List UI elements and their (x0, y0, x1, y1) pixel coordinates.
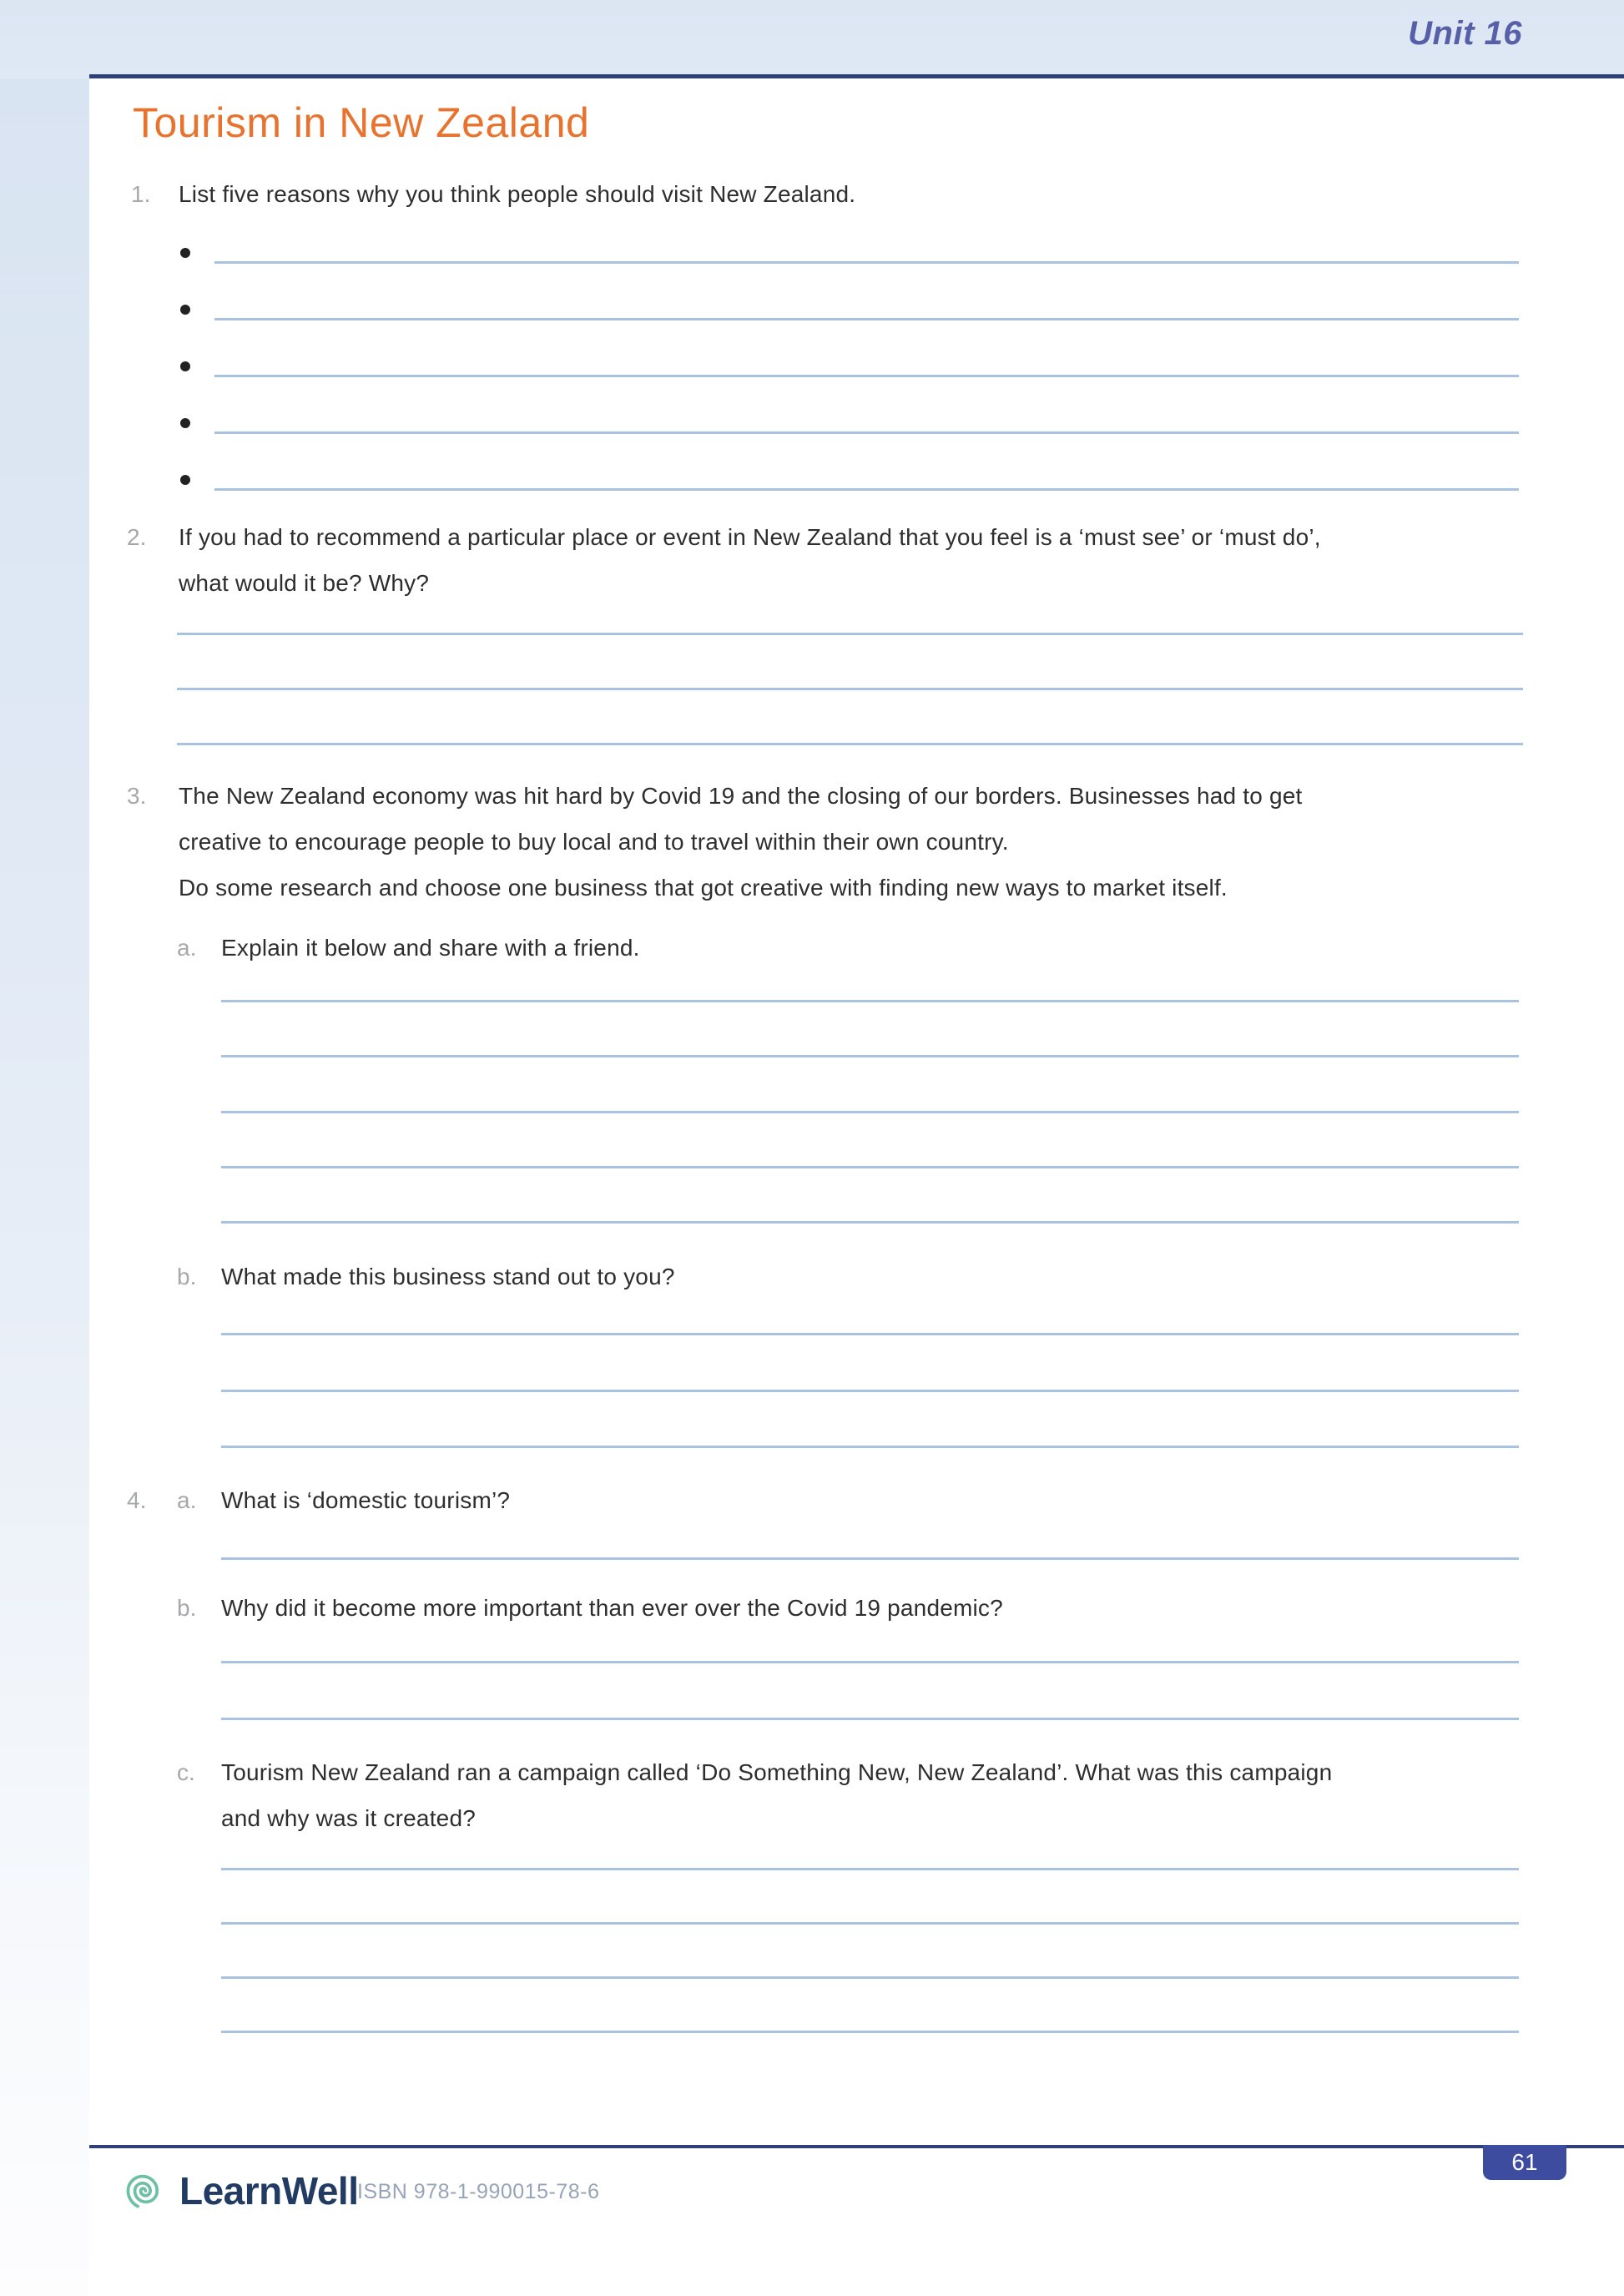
answer-line[interactable] (221, 1718, 1519, 1720)
question-4c-text-line2: and why was it created? (221, 1805, 476, 1831)
answer-line[interactable] (221, 1446, 1519, 1448)
question-3-text-line1: The New Zealand economy was hit hard by Covid 19 and the closing of our borders. Businesses had to get (179, 783, 1303, 809)
answer-line[interactable] (177, 743, 1523, 745)
answer-line[interactable] (221, 1111, 1519, 1113)
bullet-icon (180, 361, 190, 371)
content-area (89, 78, 1624, 2296)
question-1-text: List five reasons why you think people should visit New Zealand. (179, 181, 856, 207)
isbn-label: ISBN 978-1-990015-78-6 (357, 2180, 600, 2203)
answer-line[interactable] (221, 1868, 1519, 1870)
question-4c-text-line1: Tourism New Zealand ran a campaign called ‘Do Something New, New Zealand’. What was this campaign (221, 1759, 1333, 1785)
answer-line[interactable] (221, 1221, 1519, 1224)
question-1-number: 1. (131, 181, 151, 207)
answer-line[interactable] (214, 488, 1519, 491)
answer-line[interactable] (214, 375, 1519, 377)
spiral-logo-icon (119, 2167, 168, 2215)
brand-name: LearnWell (179, 2169, 359, 2213)
answer-line[interactable] (221, 1976, 1519, 1979)
page-number-badge (1483, 2145, 1566, 2180)
question-4-number: 4. (127, 1487, 147, 1513)
footer-rule (89, 2145, 1624, 2148)
question-3a-letter: a. (177, 935, 197, 961)
answer-line[interactable] (214, 431, 1519, 434)
bullet-icon (180, 248, 190, 258)
answer-line[interactable] (221, 1166, 1519, 1168)
answer-line[interactable] (221, 1557, 1519, 1560)
question-2-number: 2. (127, 524, 147, 550)
answer-line[interactable] (221, 1333, 1519, 1335)
question-3b-letter: b. (177, 1264, 197, 1289)
answer-line[interactable] (177, 633, 1523, 635)
header-rule (89, 74, 1624, 78)
question-4a-letter: a. (177, 1487, 197, 1513)
left-margin-strip (0, 78, 89, 2296)
answer-line[interactable] (214, 261, 1519, 264)
unit-label: Unit 16 (1408, 15, 1522, 52)
bullet-icon (180, 305, 190, 315)
brand-logo (119, 2167, 359, 2215)
answer-line[interactable] (221, 1661, 1519, 1663)
bullet-icon (180, 418, 190, 428)
question-3b-text: What made this business stand out to you? (221, 1264, 675, 1289)
question-4a-text: What is ‘domestic tourism’? (221, 1487, 511, 1513)
question-3-text-line2: creative to encourage people to buy local and to travel within their own country. (179, 829, 1009, 855)
question-3-paragraph2: Do some research and choose one business that got creative with finding new ways to market itself. (179, 875, 1228, 901)
question-3-number: 3. (127, 783, 147, 809)
question-3a-text: Explain it below and share with a friend. (221, 935, 640, 961)
question-2-text-line1: If you had to recommend a particular place or event in New Zealand that you feel is a ‘must see’ or ‘must do’, (179, 524, 1321, 550)
answer-line[interactable] (221, 1390, 1519, 1392)
question-4b-letter: b. (177, 1595, 197, 1621)
header-band (0, 0, 1624, 78)
question-4b-text: Why did it become more important than ever over the Covid 19 pandemic? (221, 1595, 1003, 1621)
answer-line[interactable] (221, 1055, 1519, 1057)
answer-line[interactable] (221, 1000, 1519, 1002)
question-2-text-line2: what would it be? Why? (179, 570, 430, 596)
question-4c-letter: c. (177, 1759, 195, 1785)
answer-line[interactable] (221, 2031, 1519, 2033)
answer-line[interactable] (214, 318, 1519, 320)
page-title: Tourism in New Zealand (133, 99, 590, 146)
bullet-icon (180, 475, 190, 485)
answer-line[interactable] (221, 1922, 1519, 1925)
answer-line[interactable] (177, 688, 1523, 690)
page-number: 61 (1511, 2149, 1538, 2175)
